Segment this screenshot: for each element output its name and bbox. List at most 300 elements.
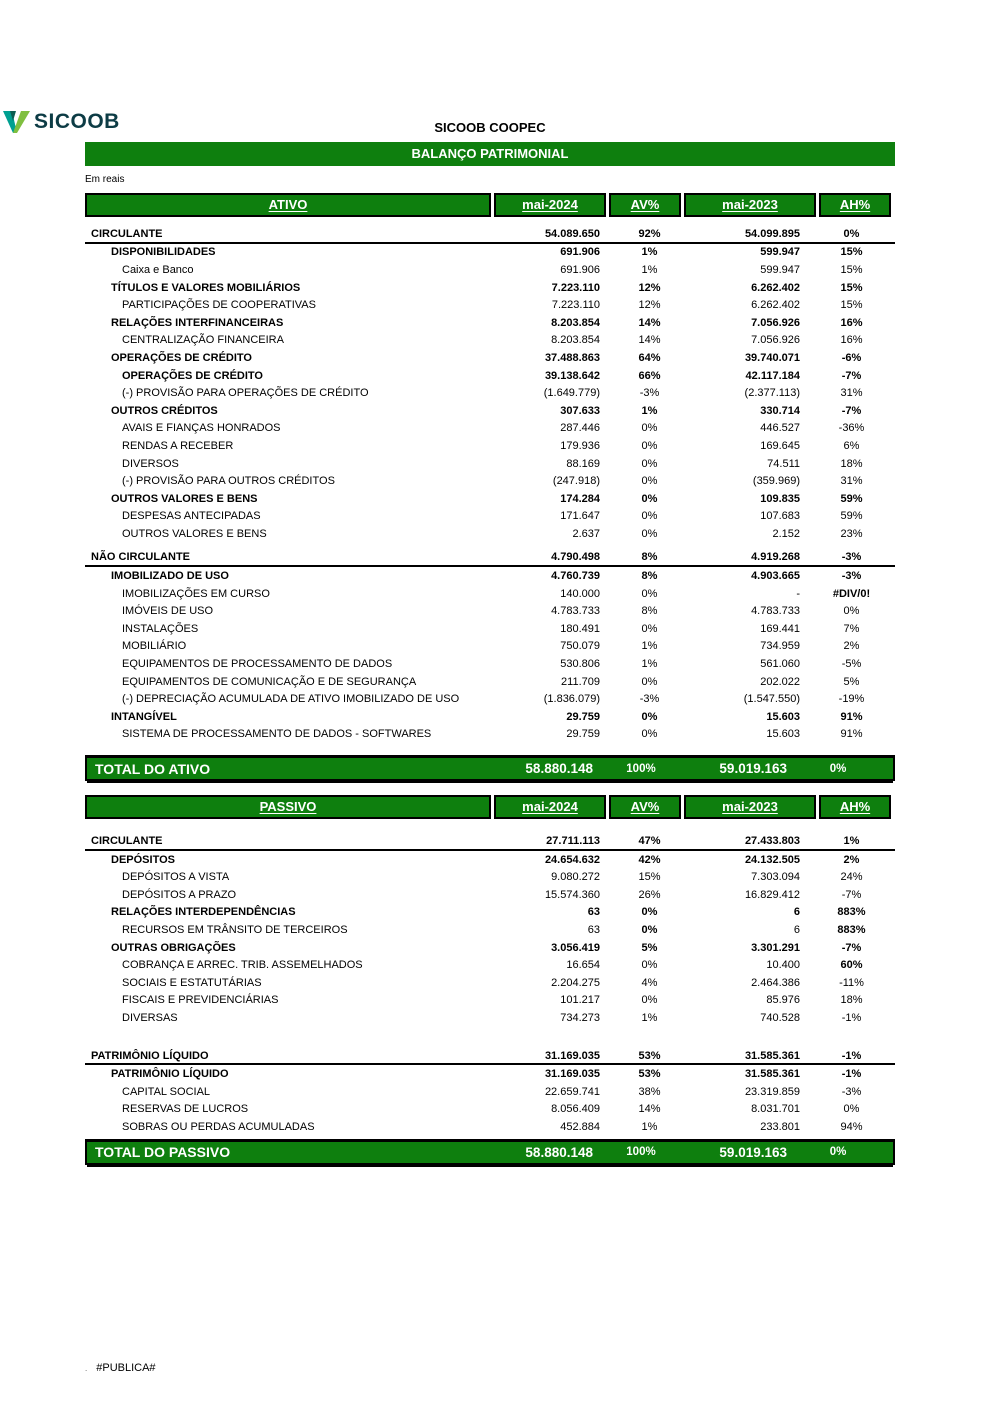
ah-percent: 2%: [843, 640, 860, 653]
value-mai-2023: 6: [793, 906, 800, 919]
row-label: INTANGÍVEL: [111, 710, 177, 723]
value-mai-2023: 599.947: [760, 263, 800, 276]
passivo-section: [85, 795, 895, 1165]
ativo-header-cell: ATIVO: [85, 193, 491, 217]
value-mai-2023: 599.947: [760, 246, 800, 259]
row-label: MOBILIÁRIO: [122, 640, 187, 653]
value-mai-2024: 530.806: [560, 658, 600, 671]
av-percent: 0%: [641, 510, 658, 523]
col-header-ah: AH%: [819, 795, 891, 819]
value-mai-2024: 9.080.272: [551, 871, 600, 884]
value-mai-2023: 330.714: [760, 404, 800, 417]
ah-percent: -7%: [841, 404, 862, 417]
av-percent: -3%: [639, 387, 660, 400]
value-mai-2024: 734.273: [560, 1011, 600, 1024]
table-row: [85, 868, 895, 886]
av-percent: 14%: [638, 1103, 661, 1116]
ah-percent: 15%: [840, 263, 863, 276]
row-label: EQUIPAMENTOS DE COMUNICAÇÃO E DE SEGURANÇA: [122, 675, 417, 688]
table-row: [85, 296, 895, 314]
row-label: CIRCULANTE: [91, 227, 163, 240]
ah-percent: 60%: [840, 959, 863, 972]
row-label: RECURSOS EM TRÂNSITO DE TERCEIROS: [122, 923, 348, 936]
value-mai-2024: 3.056.419: [551, 941, 600, 954]
av-percent: 8%: [641, 605, 658, 618]
table-row: [85, 708, 895, 726]
value-mai-2024: 22.659.741: [544, 1085, 600, 1098]
total-ah-percent: 0%: [829, 1146, 847, 1159]
ah-percent: 94%: [840, 1120, 863, 1133]
total-ativo-row: [85, 755, 895, 781]
row-label: (-) PROVISÃO PARA OPERAÇÕES DE CRÉDITO: [122, 387, 369, 400]
table-row: [85, 437, 895, 455]
av-percent: 0%: [641, 728, 658, 741]
row-label: Caixa e Banco: [122, 263, 194, 276]
ah-percent: -1%: [841, 1011, 862, 1024]
table-row: [85, 1065, 895, 1083]
row-label: FISCAIS E PREVIDENCIÁRIAS: [122, 994, 279, 1007]
value-mai-2024: 211.709: [561, 675, 600, 688]
col-header-mai-2024: mai-2024: [494, 193, 606, 217]
value-mai-2024: 750.079: [560, 640, 600, 653]
value-mai-2024: 15.574.360: [544, 888, 600, 901]
ah-percent: 2%: [843, 853, 860, 866]
total-label: TOTAL DO PASSIVO: [95, 1144, 231, 1161]
av-percent: 12%: [638, 299, 661, 312]
table-row: [85, 279, 895, 297]
table-row: [85, 1118, 895, 1136]
av-percent: 14%: [638, 316, 661, 329]
table-row: [85, 904, 895, 922]
ah-percent: 6%: [843, 439, 860, 452]
table-row: [85, 367, 895, 385]
ah-percent: 883%: [837, 923, 866, 936]
av-percent: 15%: [638, 871, 661, 884]
ah-percent: -19%: [838, 693, 865, 706]
row-label: OUTROS VALORES E BENS: [111, 492, 258, 505]
av-percent: 1%: [641, 1011, 658, 1024]
table-row: [85, 673, 895, 691]
ah-percent: 0%: [843, 227, 860, 240]
ah-percent: -5%: [841, 658, 862, 671]
av-percent: 66%: [638, 369, 661, 382]
value-mai-2024: 7.223.110: [551, 299, 600, 312]
ah-percent: 1%: [843, 835, 860, 848]
table-row: [85, 550, 895, 568]
ah-percent: -11%: [839, 976, 864, 989]
row-label: OUTRAS OBRIGAÇÕES: [111, 941, 236, 954]
value-mai-2023: 85.976: [766, 994, 800, 1007]
value-mai-2023: 109.835: [760, 492, 800, 505]
value-mai-2024: 8.056.409: [551, 1103, 600, 1116]
value-mai-2024: 4.790.498: [551, 551, 600, 564]
row-label: PARTICIPAÇÕES DE COOPERATIVAS: [122, 299, 316, 312]
total-label: TOTAL DO ATIVO: [95, 760, 211, 777]
av-percent: 0%: [641, 994, 658, 1007]
ah-percent: 0%: [843, 1103, 860, 1116]
value-mai-2024: 140.000: [560, 587, 600, 600]
value-mai-2023: 42.117.184: [745, 369, 800, 382]
av-percent: 64%: [638, 351, 661, 364]
banner-title: BALANÇO PATRIMONIAL: [85, 142, 895, 166]
col-header-av: AV%: [609, 795, 681, 819]
footer-dot: .: [85, 1363, 88, 1373]
row-label: DEPÓSITOS A PRAZO: [122, 888, 237, 901]
row-label: SISTEMA DE PROCESSAMENTO DE DADOS - SOFTWARES: [122, 728, 432, 741]
table-row: [85, 939, 895, 957]
ah-percent: 0%: [843, 605, 860, 618]
value-mai-2023: 7.056.926: [751, 316, 800, 329]
av-percent: 0%: [641, 527, 658, 540]
total-value-mai-2023: 59.019.163: [719, 1144, 787, 1160]
row-label: DIVERSAS: [122, 1011, 178, 1024]
value-mai-2023: 740.528: [760, 1011, 800, 1024]
ah-percent: 15%: [840, 281, 863, 294]
ah-percent: 31%: [840, 475, 863, 488]
value-mai-2024: 63: [587, 906, 600, 919]
value-mai-2023: (1.547.550): [743, 693, 800, 706]
value-mai-2023: 561.060: [760, 658, 800, 671]
ah-percent: -7%: [841, 941, 862, 954]
col-header-mai-2023: mai-2023: [684, 193, 816, 217]
total-av-percent: 100%: [626, 1146, 656, 1159]
ah-percent: 59%: [840, 510, 863, 523]
table-row: [85, 638, 895, 656]
row-label: IMOBILIZAÇÕES EM CURSO: [122, 587, 270, 600]
av-percent: 92%: [638, 227, 661, 240]
table-row: [85, 974, 895, 992]
row-label: OPERAÇÕES DE CRÉDITO: [122, 369, 263, 382]
document-body: [85, 0, 895, 1165]
table-row: [85, 602, 895, 620]
row-label: RESERVAS DE LUCROS: [122, 1103, 249, 1116]
ah-percent: -7%: [841, 369, 862, 382]
ah-percent: #DIV/0!: [832, 587, 871, 600]
table-row: [85, 1048, 895, 1066]
value-mai-2024: 88.169: [566, 457, 600, 470]
value-mai-2024: 307.633: [560, 404, 600, 417]
ah-percent: 15%: [840, 299, 863, 312]
value-mai-2023: (359.969): [752, 475, 800, 488]
table-row: [85, 851, 895, 869]
value-mai-2023: 7.056.926: [751, 334, 800, 347]
total-ah-percent: 0%: [829, 762, 847, 775]
av-percent: 42%: [638, 853, 661, 866]
col-header-mai-2023: mai-2023: [684, 795, 816, 819]
row-label: SOCIAIS E ESTATUTÁRIAS: [122, 976, 262, 989]
ah-percent: -36%: [838, 422, 865, 435]
row-label: TÍTULOS E VALORES MOBILIÁRIOS: [111, 281, 301, 294]
value-mai-2024: (247.918): [552, 475, 600, 488]
ah-percent: -3%: [841, 1085, 862, 1098]
total-passivo-row: [85, 1139, 895, 1165]
ah-percent: -3%: [841, 551, 862, 564]
table-row: [85, 1009, 895, 1027]
ah-percent: 91%: [840, 728, 863, 741]
value-mai-2023: 202.022: [760, 675, 800, 688]
value-mai-2024: 691.906: [560, 246, 600, 259]
table-row: [85, 567, 895, 585]
table-row: [85, 314, 895, 332]
value-mai-2024: 174.284: [560, 492, 600, 505]
col-header-mai-2024: mai-2024: [494, 795, 606, 819]
av-percent: 12%: [638, 281, 661, 294]
value-mai-2023: 15.603: [766, 728, 800, 741]
value-mai-2023: 54.099.895: [744, 227, 800, 240]
value-mai-2024: 8.203.854: [551, 334, 600, 347]
table-row: [85, 992, 895, 1010]
value-mai-2023: 24.132.505: [744, 853, 800, 866]
ah-percent: 16%: [840, 334, 863, 347]
value-mai-2024: 7.223.110: [551, 281, 600, 294]
row-label: SOBRAS OU PERDAS ACUMULADAS: [122, 1120, 315, 1133]
row-label: CENTRALIZAÇÃO FINANCEIRA: [122, 334, 284, 347]
row-label: IMOBILIZADO DE USO: [111, 570, 229, 583]
row-label: INSTALAÇÕES: [122, 622, 199, 635]
ah-percent: -7%: [841, 888, 862, 901]
unit-note: Em reais: [85, 174, 125, 185]
total-value-mai-2024: 58.880.148: [525, 1144, 593, 1160]
value-mai-2023: 27.433.803: [744, 835, 800, 848]
value-mai-2024: 180.491: [560, 622, 600, 635]
table-row: [85, 620, 895, 638]
row-label: PATRIMÔNIO LÍQUIDO: [91, 1049, 209, 1062]
table-row: [85, 655, 895, 673]
col-header-ah: AH%: [819, 193, 891, 217]
ah-percent: 7%: [843, 622, 860, 635]
table-row: [85, 455, 895, 473]
row-label: DIVERSOS: [122, 457, 179, 470]
table-row: [85, 261, 895, 279]
table-row: [85, 244, 895, 262]
row-label: DESPESAS ANTECIPADAS: [122, 510, 261, 523]
table-row: [85, 490, 895, 508]
ah-percent: -1%: [841, 1049, 862, 1062]
value-mai-2024: 16.654: [566, 959, 600, 972]
table-row: [85, 1101, 895, 1119]
ah-percent: 16%: [840, 316, 863, 329]
ah-percent: 59%: [840, 492, 863, 505]
value-mai-2024: 27.711.113: [546, 835, 600, 848]
footer: [85, 1362, 156, 1374]
value-mai-2024: 29.759: [566, 710, 600, 723]
row-label: DEPÓSITOS: [111, 853, 175, 866]
av-percent: 0%: [641, 422, 658, 435]
table-row: [85, 690, 895, 708]
col-header-av: AV%: [609, 193, 681, 217]
ah-percent: 91%: [840, 710, 863, 723]
av-percent: 0%: [641, 959, 658, 972]
row-label: NÃO CIRCULANTE: [91, 551, 190, 564]
value-mai-2023: 233.801: [760, 1120, 800, 1133]
value-mai-2023: 3.301.291: [751, 941, 800, 954]
value-mai-2024: 4.760.739: [551, 570, 600, 583]
av-percent: 1%: [641, 404, 658, 417]
value-mai-2023: 6: [793, 923, 800, 936]
ah-percent: 883%: [837, 906, 866, 919]
value-mai-2023: 4.919.268: [751, 551, 800, 564]
av-percent: 0%: [641, 457, 658, 470]
table-row: [85, 1083, 895, 1101]
table-row: [85, 349, 895, 367]
value-mai-2024: 31.169.035: [544, 1049, 600, 1062]
value-mai-2024: 171.647: [560, 510, 600, 523]
row-label: DISPONIBILIDADES: [111, 246, 216, 259]
ah-percent: -6%: [841, 351, 862, 364]
value-mai-2023: 31.585.361: [744, 1068, 800, 1081]
av-percent: 8%: [641, 551, 658, 564]
row-label: CAPITAL SOCIAL: [122, 1085, 211, 1098]
value-mai-2023: 6.262.402: [751, 299, 800, 312]
total-av-percent: 100%: [626, 762, 656, 775]
row-label: OUTROS CRÉDITOS: [111, 404, 218, 417]
value-mai-2024: 31.169.035: [544, 1068, 600, 1081]
value-mai-2023: 2.464.386: [751, 976, 800, 989]
value-mai-2023: 8.031.701: [751, 1103, 800, 1116]
table-row: [85, 585, 895, 603]
ah-percent: 23%: [840, 527, 863, 540]
av-percent: 53%: [638, 1068, 661, 1081]
value-mai-2023: 6.262.402: [751, 281, 800, 294]
row-label: IMÓVEIS DE USO: [122, 605, 214, 618]
passivo-rows: [85, 833, 895, 1136]
table-row: [85, 472, 895, 490]
av-percent: 1%: [641, 640, 658, 653]
row-label: RELAÇÕES INTERFINANCEIRAS: [111, 316, 284, 329]
value-mai-2023: 31.585.361: [744, 1049, 800, 1062]
value-mai-2023: 23.319.859: [744, 1085, 800, 1098]
value-mai-2023: 10.400: [766, 959, 800, 972]
av-percent: -3%: [639, 693, 660, 706]
ah-percent: -1%: [841, 1068, 862, 1081]
sicoob-logo-text: SICOOB: [34, 110, 120, 133]
av-percent: 0%: [641, 475, 658, 488]
av-percent: 1%: [641, 263, 658, 276]
ah-percent: 31%: [840, 387, 863, 400]
row-label: COBRANÇA E ARREC. TRIB. ASSEMELHADOS: [122, 959, 363, 972]
table-row: [85, 508, 895, 526]
value-mai-2024: (1.836.079): [543, 693, 600, 706]
row-label: EQUIPAMENTOS DE PROCESSAMENTO DE DADOS: [122, 658, 393, 671]
value-mai-2023: 446.527: [760, 422, 800, 435]
value-mai-2024: 691.906: [560, 263, 600, 276]
av-percent: 0%: [641, 906, 658, 919]
table-row: [85, 886, 895, 904]
av-percent: 0%: [641, 492, 658, 505]
av-percent: 5%: [641, 941, 658, 954]
row-label: CIRCULANTE: [91, 835, 163, 848]
av-percent: 0%: [641, 587, 658, 600]
value-mai-2023: 169.645: [760, 439, 800, 452]
passivo-header-cell: PASSIVO: [85, 795, 491, 819]
ah-percent: -3%: [841, 570, 862, 583]
row-label: OPERAÇÕES DE CRÉDITO: [111, 351, 252, 364]
value-mai-2024: 24.654.632: [544, 853, 600, 866]
av-percent: 1%: [641, 658, 658, 671]
value-mai-2024: 63: [587, 923, 600, 936]
ah-percent: 24%: [840, 871, 863, 884]
value-mai-2024: (1.649.779): [543, 387, 600, 400]
value-mai-2024: 29.759: [566, 728, 600, 741]
table-row: [85, 525, 895, 543]
row-label: (-) PROVISÃO PARA OUTROS CRÉDITOS: [122, 475, 335, 488]
value-mai-2023: (2.377.113): [744, 387, 800, 400]
table-row: [85, 226, 895, 244]
value-mai-2023: 16.829.412: [744, 888, 800, 901]
av-percent: 1%: [641, 246, 658, 259]
av-percent: 0%: [641, 439, 658, 452]
value-mai-2023: -: [796, 587, 800, 600]
sicoob-v-icon: [3, 111, 30, 134]
ativo-section: [85, 193, 895, 781]
value-mai-2024: 2.204.275: [551, 976, 600, 989]
page-title: SICOOB COOPEC: [434, 120, 546, 135]
ativo-header-row: [85, 193, 895, 217]
av-percent: 0%: [641, 923, 658, 936]
value-mai-2023: 4.903.665: [751, 570, 800, 583]
value-mai-2024: 8.203.854: [551, 316, 600, 329]
value-mai-2024: 2.637: [572, 527, 600, 540]
av-percent: 38%: [638, 1085, 661, 1098]
value-mai-2024: 39.138.642: [544, 369, 600, 382]
row-label: OUTROS VALORES E BENS: [122, 527, 267, 540]
row-label: DEPÓSITOS A VISTA: [122, 871, 230, 884]
value-mai-2024: 101.217: [560, 994, 600, 1007]
av-percent: 26%: [638, 888, 661, 901]
value-mai-2023: 169.441: [760, 622, 800, 635]
value-mai-2023: 4.783.733: [751, 605, 800, 618]
av-percent: 8%: [641, 570, 658, 583]
table-row: [85, 833, 895, 851]
row-label: RELAÇÕES INTERDEPENDÊNCIAS: [111, 906, 296, 919]
value-mai-2023: 15.603: [766, 710, 800, 723]
total-value-mai-2024: 58.880.148: [525, 761, 593, 777]
ah-percent: 5%: [843, 675, 860, 688]
ah-percent: 18%: [840, 994, 863, 1007]
av-percent: 0%: [641, 622, 658, 635]
value-mai-2023: 107.683: [760, 510, 800, 523]
passivo-header-row: [85, 795, 895, 819]
table-row: [85, 921, 895, 939]
total-value-mai-2023: 59.019.163: [719, 761, 787, 777]
classification-label: #PUBLICA#: [96, 1362, 156, 1374]
table-row: [85, 402, 895, 420]
table-row: [85, 420, 895, 438]
value-mai-2024: 452.884: [560, 1120, 600, 1133]
table-row: [85, 384, 895, 402]
value-mai-2023: 74.511: [767, 457, 800, 470]
av-percent: 0%: [641, 710, 658, 723]
value-mai-2024: 4.783.733: [551, 605, 600, 618]
value-mai-2023: 2.152: [772, 527, 800, 540]
row-label: (-) DEPRECIAÇÃO ACUMULADA DE ATIVO IMOBILIZADO DE USO: [122, 693, 460, 706]
row-label: PATRIMÔNIO LÍQUIDO: [111, 1068, 229, 1081]
value-mai-2023: 39.740.071: [744, 351, 800, 364]
row-label: AVAIS E FIANÇAS HONRADOS: [122, 422, 281, 435]
table-row: [85, 726, 895, 744]
av-percent: 14%: [638, 334, 661, 347]
value-mai-2024: 37.488.863: [544, 351, 600, 364]
ah-percent: 18%: [840, 457, 863, 470]
table-row: [85, 332, 895, 350]
av-percent: 53%: [638, 1049, 661, 1062]
value-mai-2023: 7.303.094: [751, 871, 800, 884]
ah-percent: 15%: [840, 246, 863, 259]
value-mai-2024: 54.089.650: [544, 227, 600, 240]
av-percent: 1%: [641, 1120, 658, 1133]
row-label: RENDAS A RECEBER: [122, 439, 234, 452]
value-mai-2024: 287.446: [560, 422, 600, 435]
